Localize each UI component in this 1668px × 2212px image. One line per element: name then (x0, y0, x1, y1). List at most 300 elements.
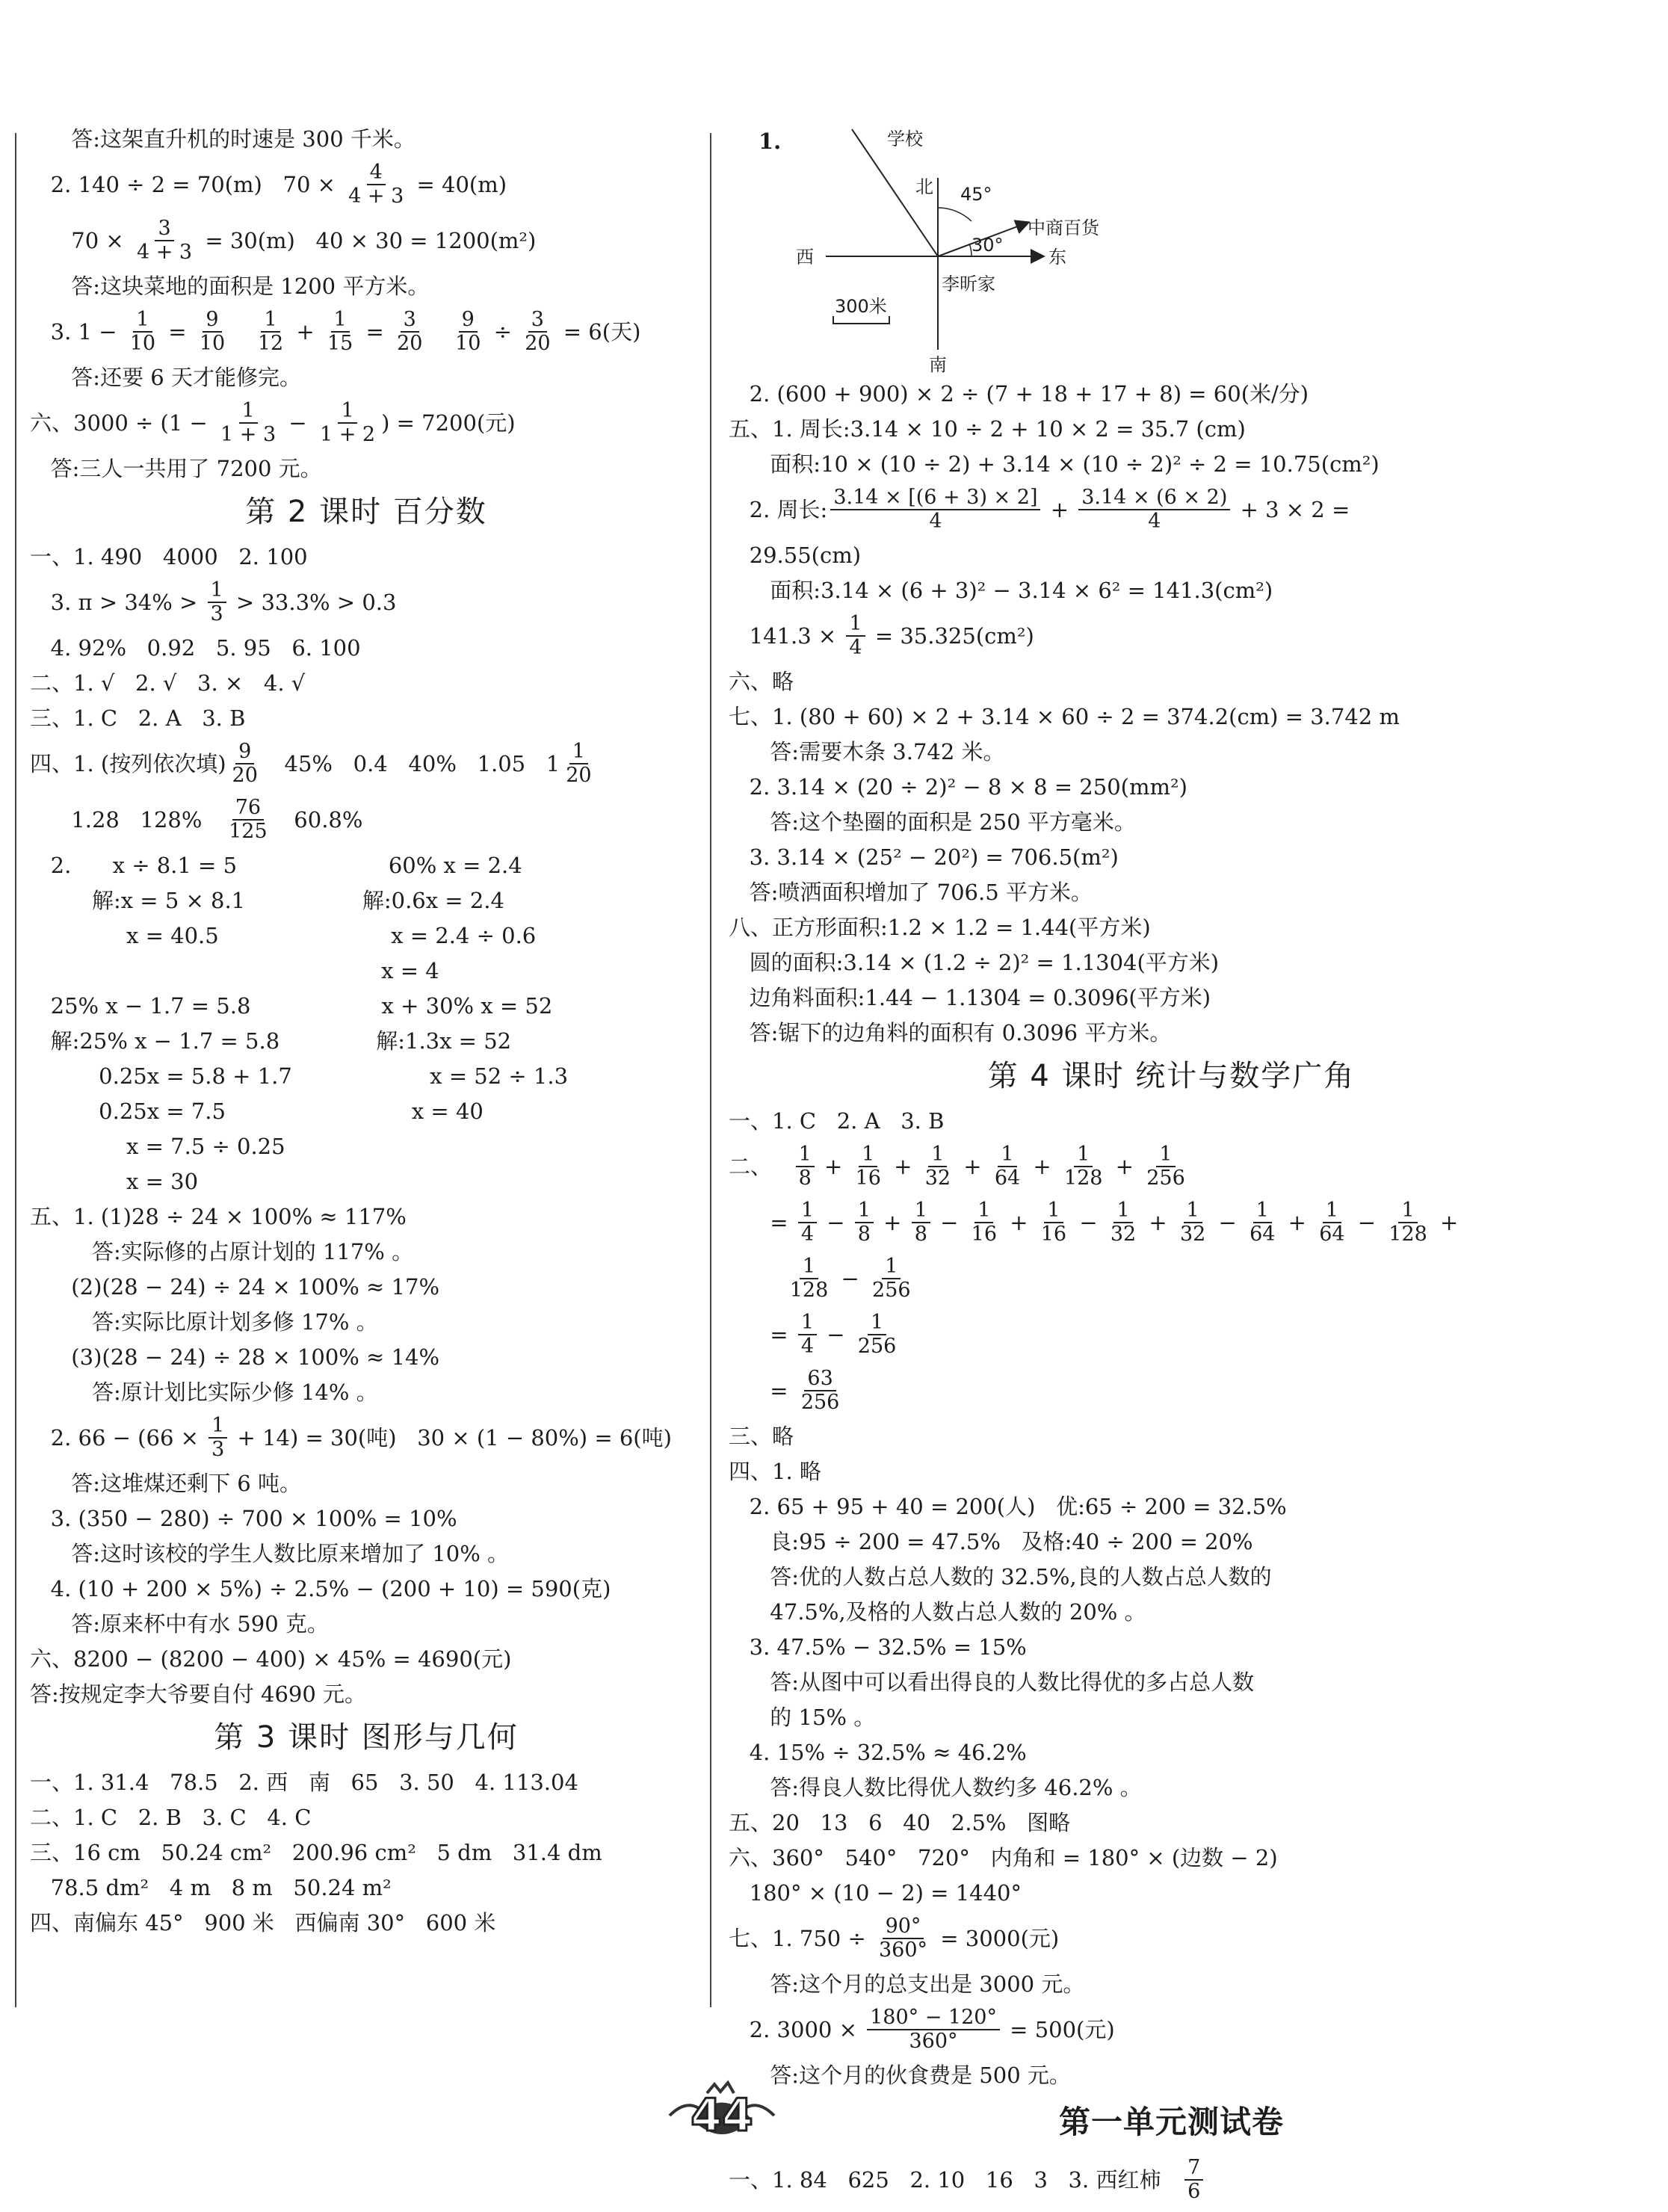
fraction (798, 1368, 843, 1414)
fraction (798, 1199, 817, 1246)
text-segment: 二、 (729, 1154, 793, 1179)
fraction (255, 309, 286, 355)
fraction-denominator: 360° (878, 1938, 928, 1962)
fraction (394, 309, 425, 355)
diagram-question-number: 1. (759, 129, 782, 154)
answer-line (30, 1168, 702, 1195)
text-segment: + 3 × 2 = (1233, 497, 1350, 522)
answer-line (30, 705, 702, 732)
fraction-numerator: 1 (208, 1415, 227, 1439)
answer-line (30, 1344, 702, 1371)
answer-line (30, 852, 702, 879)
fraction-numerator: 1 (998, 1143, 1016, 1167)
answer-line (729, 1367, 1614, 1415)
fraction-denominator: 8 (857, 1223, 871, 1246)
answer-line (30, 1098, 702, 1125)
text-segment: 三、1. C 2. A 3. B (30, 705, 246, 731)
text-segment: 二、1. √ 2. √ 3. × 4. √ (30, 670, 306, 696)
answer-line (30, 1470, 702, 1497)
answer-line (729, 1634, 1614, 1660)
fraction (563, 741, 594, 787)
answer-line (30, 455, 702, 482)
answer-line (30, 126, 702, 152)
text-segment: 78.5 dm² 4 m 8 m 50.24 m² (30, 1875, 392, 1900)
fraction-numerator: 9 (203, 309, 221, 333)
answer-line (729, 1199, 1614, 1246)
answer-line (30, 992, 702, 1019)
answer-line (30, 740, 702, 788)
text-segment: 答:这个垫圈的面积是 250 平方毫米。 (729, 809, 1136, 835)
text-segment: − (834, 1266, 867, 1291)
fraction-numerator: 180° − 120° (867, 2006, 1000, 2030)
fraction-denominator: 64 (994, 1167, 1021, 1190)
fraction (1143, 1143, 1188, 1190)
text-segment: 答:喷洒面积增加了 706.5 平方米。 (729, 880, 1093, 905)
fraction (197, 309, 228, 355)
fraction-denominator: 4 (1148, 510, 1161, 533)
answer-line (729, 1019, 1614, 1046)
answer-line (729, 1528, 1614, 1555)
answer-line (729, 703, 1614, 730)
fraction-denominator: 10 (199, 332, 226, 355)
fraction-numerator: 1 (882, 1255, 901, 1279)
fraction (876, 1915, 930, 1962)
angle-arc-45 (938, 208, 972, 221)
fraction-numerator: 1 (846, 613, 865, 637)
text-segment: 答:优的人数占总人数的 32.5%,良的人数占总人数的 (729, 1564, 1272, 1590)
fraction-numerator: 1 (912, 1199, 930, 1223)
text-segment: = (161, 319, 194, 345)
direction-map (796, 126, 1147, 375)
answer-line (729, 612, 1614, 660)
text-segment: 60.8% (273, 807, 363, 832)
answer-line (729, 1255, 1614, 1303)
text-segment: + (957, 1154, 989, 1179)
text-segment: 一、1. 31.4 78.5 2. 西 南 65 3. 50 4. 113.04 (30, 1770, 578, 1795)
text-segment (428, 318, 449, 345)
fraction (1177, 1199, 1208, 1246)
fraction (1184, 2157, 1203, 2203)
fraction-denominator: 128 (1389, 1223, 1427, 1246)
text-segment: 的 15% 。 (729, 1705, 876, 1730)
fraction-numerator: 3.14 × [(6 + 3) × 2] (830, 486, 1040, 510)
answer-line (729, 577, 1614, 604)
answer-line (30, 957, 702, 984)
fraction (317, 400, 378, 446)
text-segment: 1.28 128% (30, 807, 223, 832)
text-segment: + (1043, 497, 1076, 522)
answer-line (30, 1414, 702, 1462)
text-segment: 45% 0.4 40% 1.05 1 (263, 751, 560, 776)
text-segment (231, 318, 252, 345)
fraction (853, 1143, 884, 1190)
text-segment: + (1003, 1210, 1035, 1235)
text-segment: 四、1. (按列依次填) (30, 751, 226, 776)
text-segment: 4. 92% 0.92 5. 95 6. 100 (30, 635, 361, 661)
text-segment: 六、3000 ÷ (1 − (30, 410, 215, 436)
fraction-numerator: 1 (239, 400, 258, 424)
text-segment: + (876, 1210, 909, 1235)
answer-line (729, 415, 1614, 442)
direction-diagram (729, 126, 1614, 375)
fraction-numerator: 1 (974, 1199, 993, 1223)
answer-line (729, 2006, 1614, 2054)
fraction (992, 1143, 1023, 1190)
fraction-numerator: 3 (528, 309, 547, 333)
text-segment: 四、南偏东 45° 900 米 西偏南 30° 600 米 (30, 1910, 496, 1936)
fraction-numerator: 1 (1113, 1199, 1132, 1223)
text-segment: 答:实际比原计划多修 17% 。 (30, 1309, 378, 1335)
fraction-numerator: 1 (1156, 1143, 1175, 1167)
answer-line (30, 1804, 702, 1831)
answer-line (30, 1575, 702, 1602)
section-title: 第 2 课时 百分数 (245, 495, 487, 529)
answer-line (729, 1739, 1614, 1766)
answer-line (729, 1879, 1614, 1906)
fraction-denominator: 1 + 2 (319, 423, 376, 446)
fraction (846, 613, 865, 659)
fraction-numerator: 1 (261, 309, 279, 333)
fraction-numerator: 1 (569, 741, 588, 764)
text-segment: 2. x ÷ 8.1 = 5 60% x = 2.4 (30, 853, 522, 878)
fraction-denominator: 3 (210, 602, 223, 625)
text-segment: + (1108, 1154, 1141, 1179)
fraction-numerator: 9 (459, 309, 478, 333)
section-title: 第 3 课时 图形与几何 (214, 1720, 519, 1755)
text-segment: 五、1. 周长:3.14 × 10 ÷ 2 + 10 × 2 = 35.7 (cm) (729, 416, 1246, 442)
answer-line (729, 1311, 1614, 1359)
fraction-numerator: 63 (804, 1368, 835, 1391)
fraction (208, 579, 226, 625)
text-segment: (3)(28 − 24) ÷ 28 × 100% ≈ 14% (30, 1344, 440, 1370)
text-segment: 2. 140 ÷ 2 = 70(m) 70 × (30, 172, 343, 197)
text-segment: 0.25x = 7.5 x = 40 (30, 1099, 484, 1124)
text-segment: 答:需要木条 3.742 米。 (729, 739, 1005, 764)
text-segment: 七、1. (80 + 60) × 2 + 3.14 × 60 ÷ 2 = 374.2(cm) = 3.742 m (729, 704, 1400, 729)
fraction-denominator: 4 + 3 (348, 185, 404, 208)
fraction-denominator: 6 (1187, 2180, 1201, 2203)
answer-line (30, 1063, 702, 1090)
fraction-numerator: 1 (800, 1255, 818, 1279)
fraction-denominator: 360° (909, 2030, 958, 2053)
text-segment: 边角料面积:1.44 − 1.1304 = 0.3096(平方米) (729, 985, 1211, 1010)
text-segment: 2. 3000 × (729, 2017, 865, 2042)
fraction-numerator: 1 (859, 1143, 877, 1167)
fraction (208, 1415, 227, 1461)
answer-line (729, 1107, 1614, 1134)
fraction-denominator: 20 (525, 332, 551, 355)
fraction-numerator: 1 (133, 309, 152, 333)
text-segment: 面积:3.14 × (6 + 3)² − 3.14 × 6² = 141.3(cm²) (729, 578, 1273, 603)
text-segment: + (1142, 1210, 1174, 1235)
answer-line (30, 1839, 702, 1866)
fraction-denominator: 16 (1040, 1223, 1067, 1246)
text-segment: + (1026, 1154, 1058, 1179)
text-segment: 2. 周长: (729, 497, 828, 522)
text-segment: = 3000(元) (933, 1926, 1060, 1951)
text-segment: x = 4 (30, 958, 439, 983)
fraction-denominator: 10 (129, 332, 156, 355)
answer-line (729, 738, 1614, 765)
answer-line (729, 844, 1614, 871)
answer-line (729, 1493, 1614, 1520)
fraction-numerator: 1 (1323, 1199, 1341, 1223)
text-segment: = (729, 1322, 795, 1347)
fraction-numerator: 1 (1184, 1199, 1202, 1223)
text-segment: 25% x − 1.7 = 5.8 x + 30% x = 52 (30, 993, 553, 1019)
text-segment: = 40(m) (410, 172, 507, 197)
fraction-numerator: 1 (338, 400, 356, 424)
fraction (127, 309, 158, 355)
fraction (229, 741, 261, 787)
text-segment: 4. (10 + 200 × 5%) ÷ 2.5% − (200 + 10) = 590(克) (30, 1576, 611, 1601)
text-segment: 3. (350 − 280) ÷ 700 × 100% = 10% (30, 1506, 457, 1531)
text-segment: + (817, 1154, 850, 1179)
unit-test-title: 第一单元测试卷 (1058, 2104, 1284, 2140)
fraction-numerator: 1 (208, 579, 226, 603)
answer-line (729, 1669, 1614, 1696)
text-segment: + 14) = 30(吨) 30 × (1 − 80%) = 6(吨) (230, 1425, 672, 1451)
answer-line (30, 887, 702, 914)
text-segment: − (1350, 1210, 1383, 1235)
text-segment (729, 1265, 784, 1292)
answer-line (729, 451, 1614, 478)
answer-line (30, 161, 702, 208)
text-segment: 0.25x = 5.8 + 1.7 x = 52 ÷ 1.3 (30, 1063, 569, 1089)
fraction-numerator: 1 (331, 309, 350, 333)
text-segment: − (1211, 1210, 1244, 1235)
answer-line (729, 1844, 1614, 1871)
answer-line (30, 1681, 702, 1708)
answer-line (30, 578, 702, 626)
fraction (217, 400, 279, 446)
scale-bar (833, 316, 889, 324)
fraction (324, 309, 356, 355)
left-margin-line (15, 133, 16, 2007)
fraction-denominator: 8 (798, 1167, 812, 1190)
answer-line (729, 668, 1614, 695)
text-segment: 答:这时该校的学生人数比原来增加了 10% 。 (30, 1541, 509, 1566)
text-segment: 70 × (30, 228, 131, 253)
fraction-denominator: 128 (789, 1279, 829, 1302)
fraction-denominator: 20 (566, 764, 592, 787)
text-segment: > 33.3% > 0.3 (229, 590, 397, 615)
text-segment: 解:25% x − 1.7 = 5.8 解:1.3x = 52 (30, 1028, 512, 1054)
text-segment: + (886, 1154, 919, 1179)
answer-line (729, 486, 1614, 534)
fraction-denominator: 256 (857, 1335, 897, 1358)
text-segment: x = 7.5 ÷ 0.25 (30, 1134, 285, 1159)
fraction-denominator: 3 (211, 1438, 225, 1461)
answer-line (729, 809, 1614, 835)
fraction (830, 486, 1040, 533)
fraction (345, 161, 407, 208)
answer-line (30, 670, 702, 696)
answer-line (30, 399, 702, 447)
answer-line (729, 1774, 1614, 1801)
text-segment: 答:按规定李大爷要自付 4690 元。 (30, 1681, 367, 1707)
fraction (1316, 1199, 1347, 1246)
text-segment: 答:这块菜地的面积是 1200 平方米。 (30, 274, 430, 299)
fraction (1061, 1143, 1106, 1190)
text-segment: 解:x = 5 × 8.1 解:0.6x = 2.4 (30, 888, 504, 913)
text-segment: 三、16 cm 50.24 cm² 200.96 cm² 5 dm 31.4 dm (30, 1840, 602, 1865)
answer-line (30, 1505, 702, 1532)
answer-line (30, 634, 702, 661)
label-store: 中商百货 (1028, 217, 1099, 238)
page-number: 44 (691, 2089, 753, 2142)
text-segment: 141.3 × (729, 623, 844, 649)
fraction (855, 1199, 874, 1246)
fraction (522, 309, 553, 355)
answer-line (30, 1273, 702, 1300)
text-segment: 答:得良人数比得优人数约多 46.2% 。 (729, 1775, 1142, 1800)
section-title: 第 4 课时 统计与数学广角 (987, 1059, 1356, 1093)
fraction (1108, 1199, 1139, 1246)
fraction-denominator: 16 (855, 1167, 881, 1190)
answer-line (729, 984, 1614, 1011)
text-segment: 180° × (10 − 2) = 1440° (729, 1880, 1022, 1906)
answer-line (729, 879, 1614, 906)
text-segment: + (289, 319, 321, 345)
answer-line (30, 1133, 702, 1160)
fraction (1038, 1199, 1069, 1246)
text-segment: 3. 1 − (30, 319, 124, 345)
fraction-denominator: 10 (455, 332, 481, 355)
text-segment: 良:95 ÷ 200 = 47.5% 及格:40 ÷ 200 = 20% (729, 1529, 1253, 1554)
label-east: 东 (1048, 247, 1066, 268)
answer-line (729, 2062, 1614, 2089)
fraction-numerator: 1 (1044, 1199, 1063, 1223)
fraction (922, 1143, 954, 1190)
text-segment: 四、1. 略 (729, 1459, 821, 1484)
text-segment: 五、1. (1)28 ÷ 24 × 100% ≈ 117% (30, 1204, 407, 1229)
text-segment: = 500(元) (1002, 2017, 1115, 2042)
answer-line (729, 1971, 1614, 1998)
text-segment: 答:原计划比实际少修 14% 。 (30, 1380, 378, 1405)
answer-line (30, 364, 702, 391)
fraction-denominator: 64 (1319, 1223, 1345, 1246)
left-column (30, 126, 702, 1944)
answer-line (30, 1540, 702, 1567)
answer-line (729, 1458, 1614, 1485)
fraction-denominator: 4 + 3 (136, 241, 193, 264)
answer-line (729, 542, 1614, 569)
answer-line (729, 1915, 1614, 1962)
fraction-numerator: 3 (401, 309, 419, 333)
text-segment: 答:这堆煤还剩下 6 吨。 (30, 1471, 301, 1496)
fraction-denominator: 256 (1146, 1167, 1185, 1190)
answer-line (729, 1598, 1614, 1625)
text-segment: 六、略 (729, 669, 794, 694)
answer-line (30, 1874, 702, 1901)
label-scale: 300米 (835, 296, 887, 317)
fraction-denominator: 64 (1250, 1223, 1276, 1246)
text-segment: x = 40.5 x = 2.4 ÷ 0.6 (30, 923, 537, 948)
text-segment: = 35.325(cm²) (868, 623, 1034, 649)
text-segment: 面积:10 × (10 ÷ 2) + 3.14 × (10 ÷ 2)² ÷ 2 = 10.75(cm²) (729, 451, 1380, 477)
text-segment: 2. (600 + 900) × 2 ÷ (7 + 18 + 17 + 8) = 60(米/分) (729, 381, 1309, 407)
text-segment: x = 30 (30, 1169, 199, 1194)
text-segment: 圆的面积:3.14 × (1.2 ÷ 2)² = 1.1304(平方米) (729, 950, 1220, 975)
fraction (969, 1199, 1000, 1246)
text-segment: − (1072, 1210, 1105, 1235)
fraction-denominator: 256 (872, 1279, 911, 1302)
answer-line (729, 773, 1614, 800)
text-segment: 2. 65 + 95 + 40 = 200(人) 优:65 ÷ 200 = 32.5% (729, 1494, 1287, 1519)
text-segment: 4. 15% ÷ 32.5% ≈ 46.2% (729, 1740, 1027, 1765)
text-segment: − (282, 410, 314, 436)
label-home: 李昕家 (942, 274, 995, 294)
answer-line (30, 1610, 702, 1637)
text-segment: 答:这架直升机的时速是 300 千米。 (30, 126, 416, 152)
answer-line (729, 1704, 1614, 1731)
fraction-denominator: 4 (800, 1335, 815, 1358)
text-segment: = 6(天) (556, 319, 641, 345)
fraction-denominator: 32 (1179, 1223, 1206, 1246)
text-segment: 六、8200 − (8200 − 400) × 45% = 4690(元) (30, 1646, 512, 1672)
answer-line (729, 1423, 1614, 1450)
text-segment: ) = 7200(元) (381, 410, 516, 436)
fraction-denominator: 4 (800, 1223, 815, 1246)
text-segment: 八、正方形面积:1.2 × 1.2 = 1.44(平方米) (729, 915, 1151, 940)
fraction (855, 1312, 900, 1358)
text-segment: 一、1. C 2. A 3. B (729, 1108, 945, 1134)
fraction-denominator: 128 (1063, 1167, 1103, 1190)
answer-line (30, 796, 702, 844)
text-segment: 七、1. 750 ÷ (729, 1926, 873, 1951)
text-segment: 答:从图中可以看出得良的人数比得优的多占总人数 (729, 1669, 1255, 1695)
answer-line (30, 217, 702, 265)
fraction-denominator: 32 (924, 1167, 951, 1190)
fraction (796, 1143, 815, 1190)
text-segment: 一、1. 84 625 2. 10 16 3 3. 西红柿 (729, 2167, 1182, 2193)
fraction-denominator: 256 (800, 1391, 840, 1414)
fraction-numerator: 3 (155, 217, 173, 241)
text-segment: = (359, 319, 392, 345)
answer-line (30, 1379, 702, 1406)
answer-line (30, 1309, 702, 1335)
fraction-denominator: 16 (971, 1223, 997, 1246)
text-segment: 答:这个月的伙食费是 500 元。 (729, 2063, 1071, 2088)
text-segment: 答:原来杯中有水 590 克。 (30, 1611, 329, 1637)
text-segment: 47.5%,及格的人数占总人数的 20% 。 (729, 1599, 1146, 1625)
text-segment: 五、20 13 6 40 2.5% 图略 (729, 1810, 1071, 1835)
text-segment: 3. π > 34% > (30, 590, 205, 615)
fraction-denominator: 8 (914, 1223, 927, 1246)
text-segment: 2. 66 − (66 × (30, 1425, 206, 1451)
fraction-denominator: 1 + 3 (220, 423, 277, 446)
fraction (798, 1312, 817, 1358)
answer-line (729, 949, 1614, 976)
fraction (787, 1255, 832, 1302)
label-north: 北 (915, 176, 933, 197)
text-segment: − (933, 1210, 966, 1235)
page-number-badge (662, 2078, 782, 2153)
right-column (729, 126, 1614, 2212)
text-segment: = 30(m) 40 × 30 = 1200(m²) (198, 228, 537, 253)
text-segment: 3. 3.14 × (25² − 20²) = 706.5(m²) (729, 844, 1119, 870)
text-segment: 2. 3.14 × (20 ÷ 2)² − 8 × 8 = 250(mm²) (729, 774, 1187, 800)
answer-line (729, 1809, 1614, 1836)
fraction-numerator: 1 (1074, 1143, 1093, 1167)
label-school: 学校 (887, 129, 923, 149)
answer-line (30, 1909, 702, 1936)
fraction (912, 1199, 930, 1246)
text-segment: 答:锯下的边角料的面积有 0.3096 平方米。 (729, 1020, 1172, 1045)
fraction-numerator: 7 (1184, 2157, 1203, 2181)
text-segment: 答:实际修的占原计划的 117% 。 (30, 1239, 414, 1264)
